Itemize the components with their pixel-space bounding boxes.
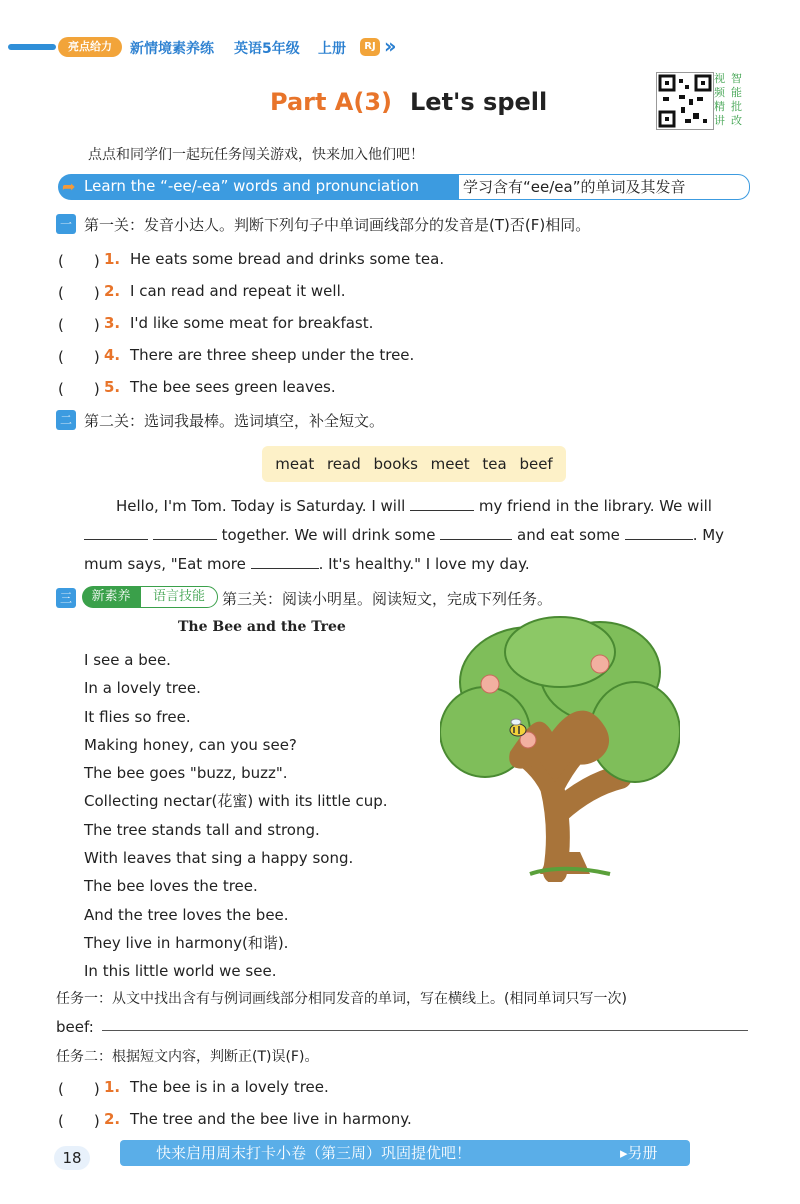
question-number: 2. [104, 1110, 121, 1128]
volume-label: 上册 [318, 41, 346, 57]
subject-label: 英语5年级 [234, 41, 300, 57]
qr-label-video: 视频精讲 [714, 72, 725, 127]
poem-line: With leaves that sing a happy song. [84, 849, 354, 868]
learn-zh-text: 学习含有“ee/ea”的单词及其发音 [458, 174, 750, 200]
question-text: I can read and repeat it well. [130, 282, 346, 300]
poem-line: The bee loves the tree. [84, 877, 258, 896]
blank-2a[interactable] [84, 525, 148, 540]
page-number: 18 [54, 1146, 90, 1170]
poem-line: I see a bee. [84, 651, 171, 669]
word-bank: meat read books meet tea beef [262, 446, 566, 482]
task1-answer-line[interactable] [102, 1030, 748, 1031]
learn-banner [58, 174, 748, 200]
passage-text: together. We will drink some [221, 526, 436, 544]
question-text: He eats some bread and drinks some tea. [130, 250, 445, 268]
tree-illustration [440, 612, 680, 882]
section3-heading: 第三关：阅读小明星。阅读短文，完成下列任务。 [222, 590, 553, 608]
question-number: 3. [104, 314, 121, 332]
answer-parentheses[interactable]: ( ) [58, 252, 100, 270]
intro-text: 点点和同学们一起玩任务闯关游戏，快来加入他们吧！ [88, 147, 424, 163]
header-bar [8, 44, 56, 50]
page-title-part: Part A(3) [270, 88, 393, 116]
poem-line: The bee goes "buzz, buzz". [84, 764, 288, 783]
series-name: 新情境素养练 [130, 41, 214, 57]
question-number: 1. [104, 250, 121, 268]
question-number: 1. [104, 1078, 121, 1096]
qr-label [714, 72, 748, 128]
question-text: The bee is in a lovely tree. [130, 1078, 329, 1096]
poem-line: In a lovely tree. [84, 679, 201, 698]
qr-label-grading: 智能批改 [731, 72, 742, 127]
blank-5[interactable] [251, 554, 319, 569]
question-text: There are three sheep under the tree. [130, 346, 415, 364]
section3-icon: 三 [56, 588, 76, 608]
answer-parentheses[interactable]: ( ) [58, 380, 100, 398]
poem-title: The Bee and the Tree [178, 619, 346, 635]
question-number: 2. [104, 282, 121, 300]
question-text: The bee sees green leaves. [130, 378, 336, 396]
qr-code-icon[interactable] [656, 72, 714, 130]
answer-parentheses[interactable]: ( ) [58, 316, 100, 334]
chevron-right-icon: ›› [384, 34, 393, 58]
new-literacy-badge: 新素养 [82, 586, 140, 608]
task1-label: beef: [56, 1018, 94, 1036]
question-text: The tree and the bee live in harmony. [130, 1110, 412, 1128]
question-number: 5. [104, 378, 121, 396]
poem [84, 646, 388, 986]
learn-en-text: Learn the “-ee/-ea” words and pronunciation [84, 177, 419, 195]
page-title-topic: Let's spell [410, 88, 548, 116]
poem-line: And the tree loves the bee. [84, 905, 289, 924]
section1-heading: 第一关：发音小达人。判断下列句子中单词画线部分的发音是(T)否(F)相同。 [84, 216, 591, 234]
footer-link[interactable]: ▸另册 [620, 1144, 658, 1162]
task2-instruction: 任务二：根据短文内容，判断正(T)误(F)。 [56, 1049, 319, 1065]
answer-parentheses[interactable]: ( ) [58, 1112, 100, 1130]
footer-banner: 快来启用周末打卡小卷（第三周）巩固提优吧！ [120, 1140, 690, 1166]
fill-passage [84, 492, 754, 579]
question-number: 4. [104, 346, 121, 364]
poem-line: Making honey, can you see? [84, 735, 297, 754]
passage-text: . My [692, 526, 725, 544]
passage-text: Hello, I'm Tom. Today is Saturday. I will [116, 497, 406, 515]
answer-parentheses[interactable]: ( ) [58, 284, 100, 302]
poem-line: It flies so free. [84, 707, 191, 726]
answer-parentheses[interactable]: ( ) [58, 348, 100, 366]
language-skill-badge: 语言技能 [140, 586, 218, 608]
series-logo: 亮点给力 [58, 37, 122, 57]
poem-line: They live in harmony(和谐). [84, 933, 289, 952]
section1-icon: 一 [56, 214, 76, 234]
passage-text: and eat some [517, 526, 620, 544]
passage-text: my friend in the library. We will [478, 497, 712, 515]
blank-1[interactable] [410, 496, 474, 511]
passage-text: mum says, "Eat more [84, 555, 246, 573]
blank-3[interactable] [440, 525, 512, 540]
question-text: I'd like some meat for breakfast. [130, 314, 374, 332]
passage-text: . It's healthy." I love my day. [318, 555, 530, 573]
poem-line: Collecting nectar(花蜜) with its little cup. [84, 792, 388, 811]
poem-line: The tree stands tall and strong. [84, 820, 320, 839]
blank-2b[interactable] [153, 525, 217, 540]
poem-line: In this little world we see. [84, 962, 277, 981]
section2-icon: 二 [56, 410, 76, 430]
blank-4[interactable] [625, 525, 693, 540]
section2-heading: 第二关：选词我最棒。选词填空，补全短文。 [84, 412, 385, 430]
task1-instruction: 任务一：从文中找出含有与例词画线部分相同发音的单词，写在横线上。(相同单词只写一次) [56, 991, 627, 1007]
answer-parentheses[interactable]: ( ) [58, 1080, 100, 1098]
turn-arrow-icon: ➦ [62, 177, 76, 196]
edition-badge: RJ [360, 38, 380, 56]
